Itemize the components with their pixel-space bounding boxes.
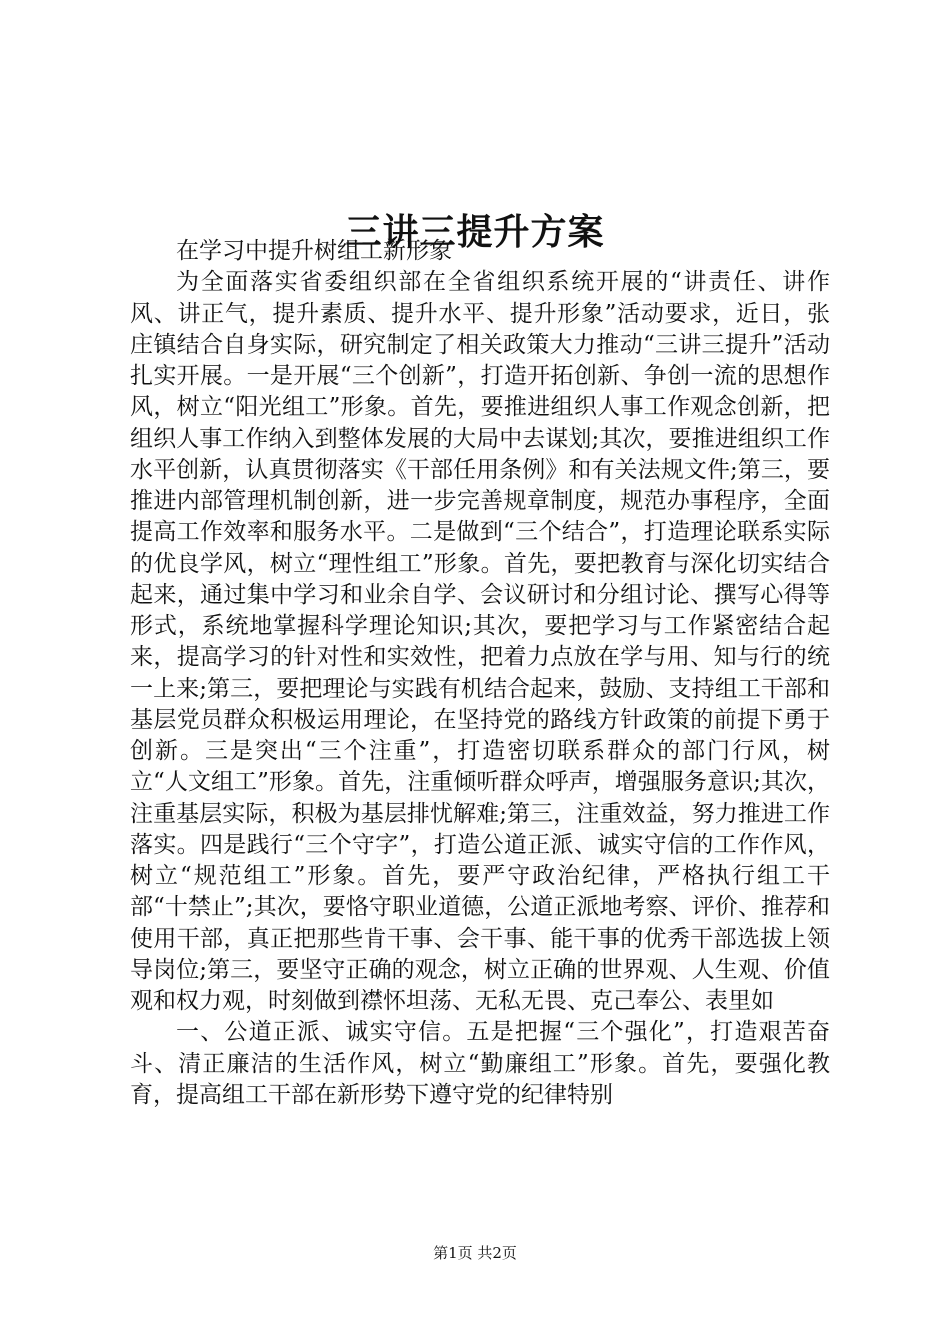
main-paragraph: 为全面落实省委组织部在全省组织系统开展的“讲责任、讲作风、讲正气，提升素质、提升水平、提升形象”活动要求，近日，张庄镇结合自身实际，研究制定了相关政策大力推动“三讲三提升”活动扎实开展。一是开展“三个创新”，打造开拓创新、争创一流的思想作风，树立“阳光组工”形象。首先，要推进组织人事工作观念创新，把组织人事工作纳入到整体发展的大局中去谋划;其次，要推进组织工作水平创新，认真贯彻落实《干部任用条例》和有关法规文件;第三，要推进内部管理机制创新，进一步完善规章制度，规范办事程序，全面提高工作效率和服务水平。二是做到“三个结合”，打造理论联系实际的优良学风，树立“理性组工”形象。首先，要把教育与深化切实结合起来，通过集中学习和业余自学、会议研讨和分组讨论、撰写心得等形式，系统地掌握科学理论知识;其次，要把学习与工作紧密结合起来，提高学习的针对性和实效性，把着力点放在学与用、知与行的统一上来;第三，要把理论与实践有机结合起来，鼓励、支持组工干部和基层党员群众积极运用理论，在坚持党的路线方针政策的前提下勇于创新。三是突出“三个注重”，打造密切联系群众的部门行风，树立“人文组工”形象。首先，注重倾听群众呼声，增强服务意识;其次，注重基层实际，积极为基层排忧解难;第三，注重效益，努力推进工作落实。四是践行“三个守字”，打造公道正派、诚实守信的工作作风，树立“规范组工”形象。首先，要严守政治纪律，严格执行组工干部“十禁止”;其次，要恪守职业道德，公道正派地考察、评价、推荐和使用干部，真正把那些肯干事、会干事、能干事的优秀干部选拔上领导岗位;第三，要坚守正确的观念，树立正确的世界观、人生观、价值观和权力观，时刻做到襟怀坦荡、无私无畏、克己奉公、表里如 [130, 269, 830, 1014]
page-number-footer: 第1页 共2页 [433, 1244, 517, 1262]
subtitle-paragraph: 在学习中提升树组工新形象 [176, 238, 452, 264]
document-title: 三讲三提升方案 [345, 211, 605, 254]
document-body [130, 236, 830, 1111]
continuation-paragraph: 一、公道正派、诚实守信。五是把握“三个强化”，打造艰苦奋斗、清正廉洁的生活作风，树立“勤廉组工”形象。首先，要强化教育，提高组工干部在新形势下遵守党的纪律特别 [130, 1019, 830, 1108]
